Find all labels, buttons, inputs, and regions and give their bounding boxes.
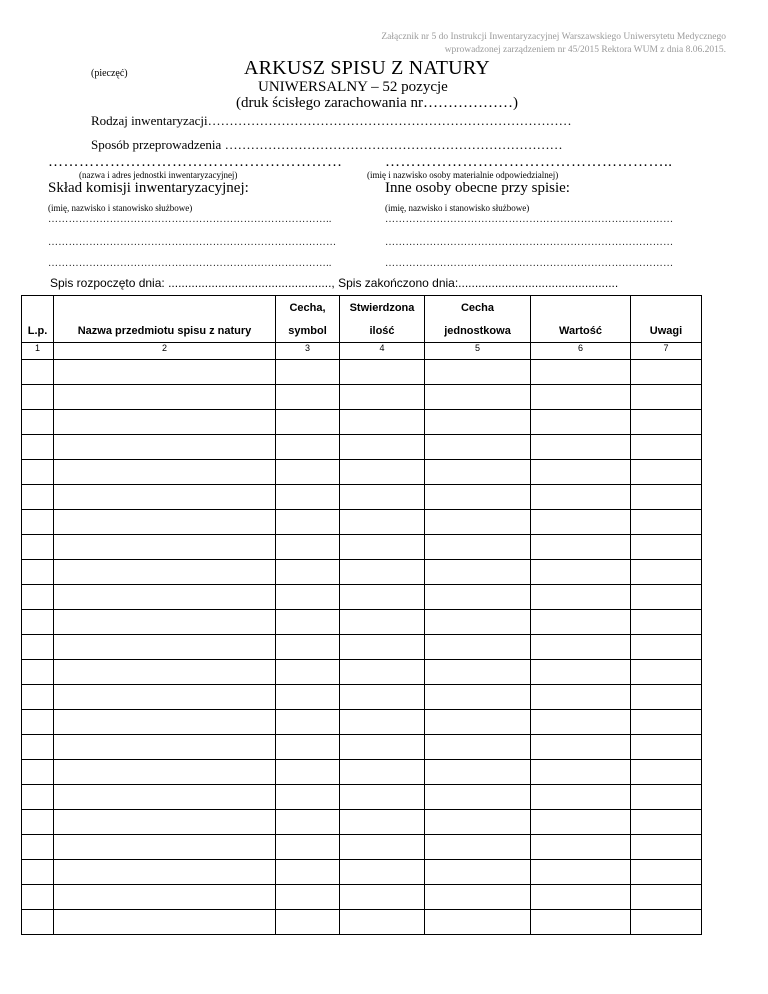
others-line[interactable]: ………………………………………………………………………… — [385, 214, 674, 225]
header-top-remarks — [631, 296, 702, 321]
table-cell[interactable] — [276, 710, 340, 735]
table-cell[interactable] — [425, 885, 531, 910]
table-cell[interactable] — [22, 885, 54, 910]
table-cell[interactable] — [531, 510, 631, 535]
table-cell[interactable] — [340, 660, 425, 685]
table-cell[interactable] — [54, 635, 276, 660]
table-cell[interactable] — [54, 885, 276, 910]
header-value: Wartość — [531, 320, 631, 343]
table-cell[interactable] — [340, 910, 425, 935]
table-cell[interactable] — [22, 735, 54, 760]
commission-line[interactable]: ……………………………………………………………………….. — [48, 258, 332, 269]
commission-line[interactable]: ………………………………………………………………………… — [48, 237, 337, 248]
table-cell[interactable] — [631, 610, 702, 635]
table-cell[interactable] — [631, 660, 702, 685]
table-cell[interactable] — [531, 760, 631, 785]
column-number: 4 — [340, 343, 425, 360]
table-cell[interactable] — [340, 460, 425, 485]
table-header-row-bottom — [22, 320, 702, 343]
table-cell[interactable] — [340, 860, 425, 885]
table-cell[interactable] — [425, 460, 531, 485]
table-cell[interactable] — [425, 785, 531, 810]
header-quantity: ilość — [340, 320, 425, 343]
attachment-note-line2: wprowadzonej zarządzeniem nr 45/2015 Rektora WUM z dnia 8.06.2015. — [444, 45, 726, 55]
table-cell[interactable] — [276, 535, 340, 560]
table-cell[interactable] — [22, 410, 54, 435]
table-cell[interactable] — [54, 435, 276, 460]
table-cell[interactable] — [531, 710, 631, 735]
header-top-quantity: Stwierdzona — [340, 296, 425, 321]
document-title: ARKUSZ SPISU Z NATURY — [244, 57, 490, 79]
table-cell[interactable] — [631, 560, 702, 585]
table-cell[interactable] — [22, 435, 54, 460]
table-cell[interactable] — [340, 835, 425, 860]
table-cell[interactable] — [54, 835, 276, 860]
table-cell[interactable] — [22, 910, 54, 935]
table-cell[interactable] — [276, 610, 340, 635]
table-row — [22, 910, 702, 935]
table-cell[interactable] — [425, 360, 531, 385]
dates-line[interactable]: Spis rozpoczęto dnia: ................................................., Spis zakończono dnia:................................................ — [50, 276, 619, 290]
table-cell[interactable] — [340, 435, 425, 460]
table-cell[interactable] — [631, 635, 702, 660]
table-cell[interactable] — [425, 635, 531, 660]
table-cell[interactable] — [531, 660, 631, 685]
table-cell[interactable] — [425, 660, 531, 685]
unit-name-caption: (nazwa i adres jednostki inwentaryzacyjnej) — [79, 170, 238, 180]
table-cell[interactable] — [54, 710, 276, 735]
table-cell[interactable] — [54, 585, 276, 610]
table-cell[interactable] — [54, 860, 276, 885]
table-cell[interactable] — [425, 860, 531, 885]
table-cell[interactable] — [425, 485, 531, 510]
table-cell[interactable] — [54, 610, 276, 635]
table-cell[interactable] — [531, 560, 631, 585]
column-number: 6 — [531, 343, 631, 360]
header-item-name: Nazwa przedmiotu spisu z natury — [54, 320, 276, 343]
table-row — [22, 435, 702, 460]
table-cell[interactable] — [631, 860, 702, 885]
table-cell[interactable] — [340, 810, 425, 835]
table-row — [22, 760, 702, 785]
header-top-unit: Cecha — [425, 296, 531, 321]
table-cell[interactable] — [425, 685, 531, 710]
table-cell[interactable] — [340, 785, 425, 810]
header-top-value — [531, 296, 631, 321]
table-cell[interactable] — [54, 460, 276, 485]
column-number: 5 — [425, 343, 531, 360]
table-cell[interactable] — [425, 735, 531, 760]
table-cell[interactable] — [54, 360, 276, 385]
column-number: 1 — [22, 343, 54, 360]
table-cell[interactable] — [22, 860, 54, 885]
table-cell[interactable] — [531, 910, 631, 935]
column-numbers-row — [22, 343, 702, 360]
table-cell[interactable] — [22, 460, 54, 485]
table-cell[interactable] — [531, 610, 631, 635]
table-cell[interactable] — [425, 760, 531, 785]
table-cell[interactable] — [54, 810, 276, 835]
table-cell[interactable] — [425, 535, 531, 560]
table-cell[interactable] — [276, 635, 340, 660]
table-row — [22, 535, 702, 560]
table-cell[interactable] — [340, 385, 425, 410]
table-cell[interactable] — [531, 885, 631, 910]
table-cell[interactable] — [531, 685, 631, 710]
table-row — [22, 360, 702, 385]
table-cell[interactable] — [54, 410, 276, 435]
table-cell[interactable] — [631, 710, 702, 735]
table-cell[interactable] — [22, 785, 54, 810]
table-cell[interactable] — [425, 560, 531, 585]
table-cell[interactable] — [631, 510, 702, 535]
table-cell[interactable] — [425, 810, 531, 835]
table-cell[interactable] — [631, 385, 702, 410]
table-cell[interactable] — [631, 810, 702, 835]
table-cell[interactable] — [276, 385, 340, 410]
others-line[interactable]: ………………………………………………………………………… — [385, 258, 674, 269]
table-cell[interactable] — [631, 685, 702, 710]
table-row — [22, 585, 702, 610]
header-top-lp — [22, 296, 54, 321]
commission-note: (imię, nazwisko i stanowisko służbowe) — [48, 203, 193, 213]
document-subtitle: UNIWERSALNY – 52 pozycje — [258, 79, 448, 95]
table-cell[interactable] — [54, 560, 276, 585]
others-heading: Inne osoby obecne przy spisie: — [385, 180, 570, 196]
table-cell[interactable] — [340, 510, 425, 535]
table-row — [22, 635, 702, 660]
print-number-note: (druk ścisłego zarachowania nr………………) — [236, 95, 518, 111]
attachment-note-line1: Załącznik nr 5 do Instrukcji Inwentaryzacyjnej Warszawskiego Uniwersytetu Medycznego — [381, 32, 726, 42]
table-cell[interactable] — [276, 760, 340, 785]
table-cell[interactable] — [276, 785, 340, 810]
table-cell[interactable] — [22, 685, 54, 710]
table-cell[interactable] — [531, 835, 631, 860]
table-cell[interactable] — [340, 710, 425, 735]
table-cell[interactable] — [425, 385, 531, 410]
table-cell[interactable] — [340, 535, 425, 560]
table-row — [22, 485, 702, 510]
table-cell[interactable] — [631, 535, 702, 560]
table-row — [22, 560, 702, 585]
table-cell[interactable] — [22, 510, 54, 535]
table-cell[interactable] — [276, 360, 340, 385]
table-cell[interactable] — [340, 635, 425, 660]
table-row — [22, 710, 702, 735]
table-cell[interactable] — [340, 560, 425, 585]
table-cell[interactable] — [340, 410, 425, 435]
table-cell[interactable] — [276, 510, 340, 535]
table-cell[interactable] — [276, 435, 340, 460]
table-cell[interactable] — [54, 385, 276, 410]
table-cell[interactable] — [631, 485, 702, 510]
table-row — [22, 860, 702, 885]
unit-name-dotline[interactable]: ………………………………………………… — [48, 154, 343, 170]
table-cell[interactable] — [531, 360, 631, 385]
table-cell[interactable] — [54, 485, 276, 510]
table-cell[interactable] — [425, 435, 531, 460]
inventory-type-field[interactable]: Rodzaj inwentaryzacji………………………………………………………………………… — [91, 113, 572, 128]
others-line[interactable]: ………………………………………………………………………… — [385, 237, 674, 248]
table-cell[interactable] — [276, 460, 340, 485]
table-cell[interactable] — [22, 360, 54, 385]
header-top-name — [54, 296, 276, 321]
table-cell[interactable] — [276, 860, 340, 885]
table-cell[interactable] — [22, 485, 54, 510]
table-cell[interactable] — [631, 585, 702, 610]
table-cell[interactable] — [22, 385, 54, 410]
table-cell[interactable] — [22, 610, 54, 635]
table-cell[interactable] — [22, 660, 54, 685]
table-cell[interactable] — [276, 485, 340, 510]
table-cell[interactable] — [425, 910, 531, 935]
table-cell[interactable] — [340, 485, 425, 510]
table-cell[interactable] — [276, 835, 340, 860]
table-cell[interactable] — [631, 885, 702, 910]
table-cell[interactable] — [531, 585, 631, 610]
table-cell[interactable] — [531, 435, 631, 460]
table-cell[interactable] — [54, 660, 276, 685]
inventory-table — [21, 295, 702, 935]
table-cell[interactable] — [531, 385, 631, 410]
table-cell[interactable] — [276, 810, 340, 835]
table-row — [22, 735, 702, 760]
table-cell[interactable] — [54, 510, 276, 535]
table-cell[interactable] — [276, 735, 340, 760]
table-cell[interactable] — [425, 835, 531, 860]
commission-heading: Skład komisji inwentaryzacyjnej: — [48, 180, 249, 196]
table-cell[interactable] — [531, 635, 631, 660]
table-cell[interactable] — [340, 760, 425, 785]
header-top-symbol: Cecha, — [276, 296, 340, 321]
table-cell[interactable] — [54, 735, 276, 760]
column-number: 7 — [631, 343, 702, 360]
table-row — [22, 610, 702, 635]
table-cell[interactable] — [631, 460, 702, 485]
table-cell[interactable] — [22, 835, 54, 860]
table-cell[interactable] — [631, 735, 702, 760]
responsible-person-dotline[interactable]: ……………………………………………….. — [385, 154, 673, 170]
table-cell[interactable] — [22, 635, 54, 660]
table-row — [22, 385, 702, 410]
table-cell[interactable] — [276, 410, 340, 435]
method-field[interactable]: Sposób przeprowadzenia …………………………………………………………………… — [91, 137, 563, 152]
header-remarks: Uwagi — [631, 320, 702, 343]
others-note: (imię, nazwisko i stanowisko służbowe) — [385, 203, 530, 213]
table-cell[interactable] — [531, 535, 631, 560]
table-cell[interactable] — [340, 885, 425, 910]
table-cell[interactable] — [631, 410, 702, 435]
table-cell[interactable] — [425, 610, 531, 635]
table-cell[interactable] — [340, 685, 425, 710]
table-row — [22, 810, 702, 835]
table-cell[interactable] — [631, 910, 702, 935]
table-row — [22, 685, 702, 710]
table-cell[interactable] — [276, 585, 340, 610]
table-cell[interactable] — [54, 760, 276, 785]
table-cell[interactable] — [22, 535, 54, 560]
table-cell[interactable] — [22, 810, 54, 835]
table-cell[interactable] — [340, 585, 425, 610]
table-cell[interactable] — [631, 835, 702, 860]
column-number: 2 — [54, 343, 276, 360]
table-row — [22, 835, 702, 860]
table-cell[interactable] — [425, 585, 531, 610]
table-cell[interactable] — [531, 485, 631, 510]
table-cell[interactable] — [340, 735, 425, 760]
table-cell[interactable] — [531, 410, 631, 435]
table-row — [22, 460, 702, 485]
table-row — [22, 660, 702, 685]
table-row — [22, 785, 702, 810]
table-cell[interactable] — [425, 510, 531, 535]
table-cell[interactable] — [276, 560, 340, 585]
commission-line[interactable]: ……………………………………………………………………….. — [48, 214, 332, 225]
table-cell[interactable] — [276, 910, 340, 935]
table-cell[interactable] — [531, 810, 631, 835]
table-cell[interactable] — [54, 785, 276, 810]
table-cell[interactable] — [340, 610, 425, 635]
table-cell[interactable] — [276, 660, 340, 685]
table-cell[interactable] — [22, 585, 54, 610]
table-cell[interactable] — [22, 560, 54, 585]
table-header-row-top — [22, 296, 702, 321]
table-cell[interactable] — [631, 760, 702, 785]
table-cell[interactable] — [531, 460, 631, 485]
table-body — [22, 360, 702, 935]
table-cell[interactable] — [276, 685, 340, 710]
table-cell[interactable] — [340, 360, 425, 385]
table-cell[interactable] — [54, 685, 276, 710]
table-cell[interactable] — [631, 785, 702, 810]
table-cell[interactable] — [531, 860, 631, 885]
header-symbol: symbol — [276, 320, 340, 343]
table-cell[interactable] — [425, 710, 531, 735]
table-cell[interactable] — [54, 535, 276, 560]
table-cell[interactable] — [531, 735, 631, 760]
table-cell[interactable] — [425, 410, 531, 435]
table-row — [22, 410, 702, 435]
table-cell[interactable] — [22, 760, 54, 785]
table-row — [22, 885, 702, 910]
header-lp: L.p. — [22, 320, 54, 343]
table-row — [22, 510, 702, 535]
table-cell[interactable] — [631, 435, 702, 460]
stamp-label: (pieczęć) — [91, 68, 128, 79]
table-cell[interactable] — [276, 885, 340, 910]
table-cell[interactable] — [531, 785, 631, 810]
responsible-person-caption: (imię i nazwisko osoby materialnie odpowiedzialnej) — [367, 170, 559, 180]
table-cell[interactable] — [22, 710, 54, 735]
header-unit-feature: jednostkowa — [425, 320, 531, 343]
table-cell[interactable] — [54, 910, 276, 935]
table-cell[interactable] — [631, 360, 702, 385]
column-number: 3 — [276, 343, 340, 360]
